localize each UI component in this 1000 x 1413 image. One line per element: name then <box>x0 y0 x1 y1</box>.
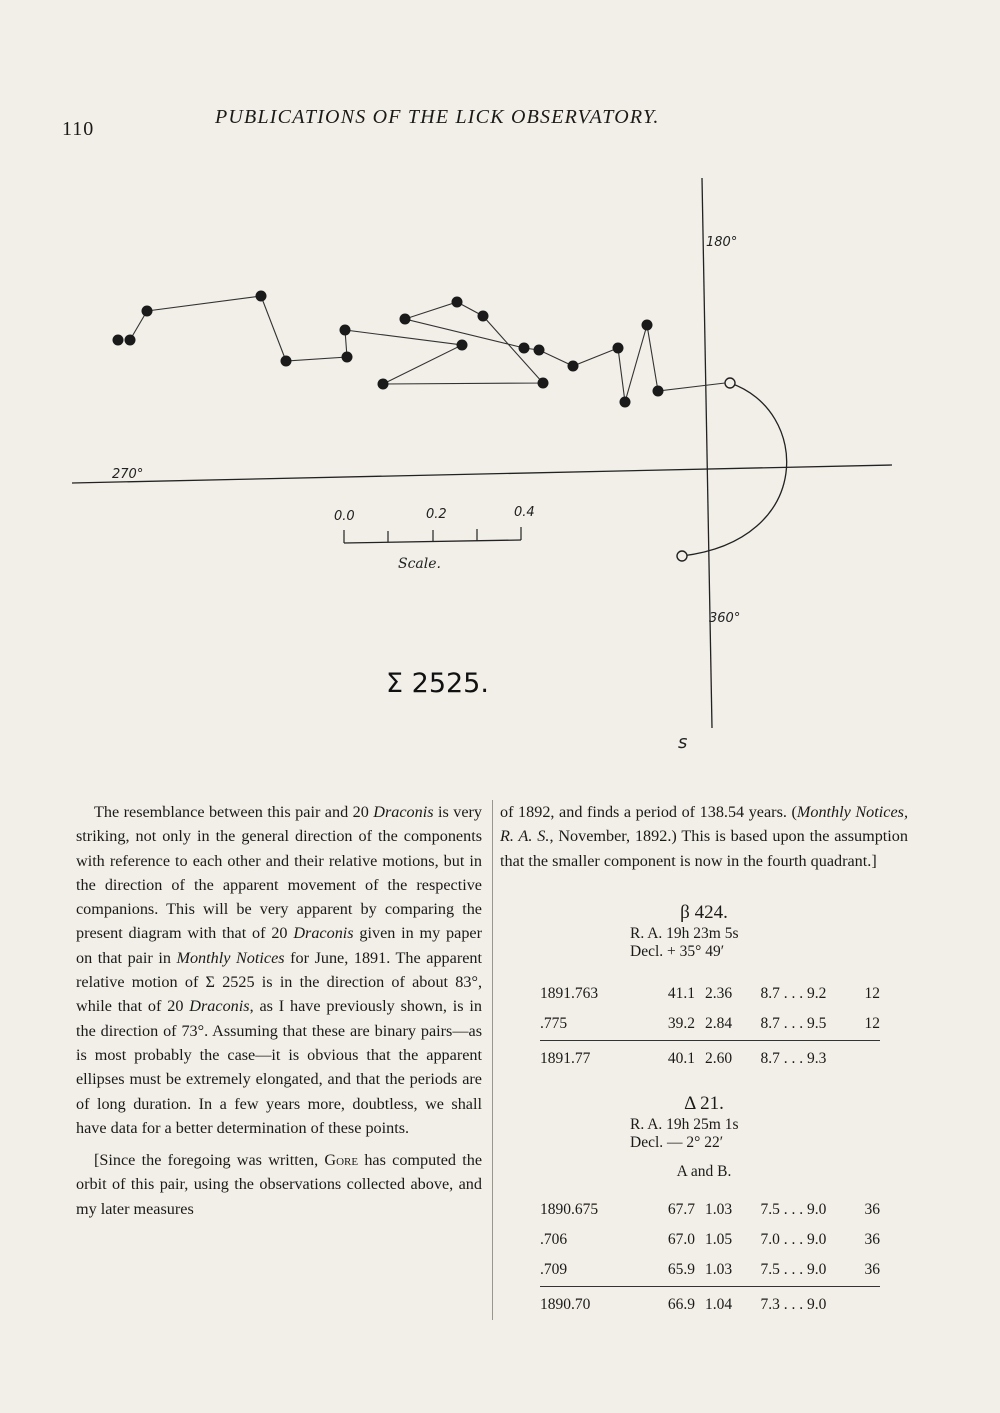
cell-mag: 7.5 . . . 9.0 <box>760 1200 827 1218</box>
observation-point <box>142 306 153 317</box>
cell-dist: 1.03 <box>704 1200 733 1218</box>
observation-point <box>653 386 664 397</box>
column-divider <box>492 800 493 1320</box>
observation-points <box>113 291 664 408</box>
cell-date: .775 <box>540 1015 568 1033</box>
table-row <box>540 979 880 1009</box>
cell-dist: 2.84 <box>704 1015 733 1033</box>
scale-label: Scale. <box>398 556 441 572</box>
right-column <box>500 800 908 1320</box>
observation-point <box>642 320 653 331</box>
cell-date: .706 <box>540 1230 568 1248</box>
observation-point <box>113 335 124 346</box>
star-heading-d21: Δ 21. <box>684 1093 724 1115</box>
observation-point <box>613 343 624 354</box>
observation-point <box>281 356 292 367</box>
paragraph-comparison: The resemblance between this pair and 20 Draconis is very striking, not only in the general direction of the components with reference to each other and their relative motions, but in the direction of the apparent movement of the respective companions. This will be very apparent by comparing the present diagram with that of 20 Draconis given in my paper on that pair in Monthly Notices for June, 1891. The apparent relative motion of Σ 2525 is in the direction of about 83°, while that of 20 Draconis, as I have previously shown, is in the direction of 73°. Assuming that these are binary pairs—as is most probably the case—it is obvious that the apparent ellipses must be extremely elongated, and that the periods are of long duration. In a few years more, doubtless, we shall have data for a better determination of these points. <box>76 803 483 1137</box>
observation-point <box>340 325 351 336</box>
cell-n <box>856 1040 880 1074</box>
observation-point <box>478 311 489 322</box>
paragraph-continued: of 1892, and finds a period of 138.54 years. (Monthly Notices, R. A. S., November, 1892.) This is based upon the assumption that the smaller component is now in the fourth quadrant.] <box>500 803 908 870</box>
cell-dist: 2.60 <box>705 1040 761 1074</box>
cell-pa: 40.1 <box>635 1040 705 1074</box>
decl-b424: Decl. + 35° 49′ <box>630 943 725 961</box>
cell-dist: 1.03 <box>704 1261 733 1279</box>
orbit-end-marker <box>677 551 687 561</box>
scale-tick-1: 0.2 <box>426 507 447 522</box>
cell-mag: 7.3 . . . 9.0 <box>761 1286 857 1320</box>
orbit-start-marker <box>725 378 735 388</box>
observation-point <box>452 297 463 308</box>
cell-mag: 7.0 . . . 9.0 <box>760 1230 827 1248</box>
paragraph-gore-note: [Since the foregoing was written, Gore has computed the orbit of this pair, using the observations collected above, and my later measures <box>76 1151 483 1218</box>
table-row <box>540 1009 880 1040</box>
scale-tick-0: 0.0 <box>334 509 355 524</box>
cell-date: 1890.70 <box>540 1286 635 1320</box>
angle-360-label: 360° <box>709 611 741 626</box>
component-note: A and B. <box>676 1163 732 1181</box>
cell-mag: 8.7 . . . 9.5 <box>760 1015 827 1033</box>
vertical-axis <box>702 178 712 728</box>
observation-point <box>620 397 631 408</box>
observation-point <box>125 335 136 346</box>
cell-date: 1891.763 <box>540 985 599 1003</box>
horizontal-axis <box>72 465 892 483</box>
coordinates-b424 <box>630 925 908 961</box>
cell-n: 36 <box>864 1230 880 1248</box>
measures-table-b424 <box>540 979 880 1074</box>
cell-mag: 8.7 . . . 9.2 <box>760 985 827 1003</box>
cell-pa: 67.7 <box>667 1200 695 1218</box>
cell-date: .709 <box>540 1261 568 1279</box>
cell-date: 1890.675 <box>540 1200 599 1218</box>
figure-title: Σ 2525. <box>386 668 489 699</box>
observation-path <box>130 296 725 402</box>
measures-table-d21 <box>540 1195 880 1320</box>
cell-n: 12 <box>864 1015 880 1033</box>
table-row <box>540 1195 880 1225</box>
scale-tick-2: 0.4 <box>514 505 535 520</box>
observation-point <box>378 379 389 390</box>
cell-dist: 2.36 <box>704 985 733 1003</box>
cell-mag: 8.7 . . . 9.3 <box>761 1040 857 1074</box>
observation-point <box>538 378 549 389</box>
observation-point <box>342 352 353 363</box>
cell-dist: 1.05 <box>704 1230 733 1248</box>
observation-point <box>256 291 267 302</box>
table-row <box>540 1255 880 1286</box>
observation-point <box>400 314 411 325</box>
cell-pa: 66.9 <box>635 1286 705 1320</box>
cell-n: 36 <box>864 1261 880 1279</box>
direction-mark: s <box>678 732 688 753</box>
cell-pa: 41.1 <box>667 985 695 1003</box>
decl-d21: Decl. — 2° 22′ <box>630 1134 724 1152</box>
running-title: PUBLICATIONS OF THE LICK OBSERVATORY. <box>215 106 660 128</box>
angle-180-label: 180° <box>706 235 738 250</box>
observation-point <box>568 361 579 372</box>
observation-point <box>534 345 545 356</box>
cell-pa: 65.9 <box>667 1261 695 1279</box>
star-heading-b424: β 424. <box>680 901 728 923</box>
observation-point <box>519 343 530 354</box>
left-column <box>76 800 482 1221</box>
page-number: 110 <box>62 118 95 140</box>
cell-n <box>856 1286 880 1320</box>
angle-270-label: 270° <box>112 467 144 482</box>
mean-row <box>540 1040 880 1074</box>
coordinates-d21 <box>630 1116 908 1152</box>
cell-date: 1891.77 <box>540 1040 635 1074</box>
cell-n: 12 <box>864 985 880 1003</box>
mean-row <box>540 1286 880 1320</box>
cell-n: 36 <box>864 1200 880 1218</box>
cell-dist: 1.04 <box>705 1286 761 1320</box>
observation-point <box>457 340 468 351</box>
cell-pa: 39.2 <box>667 1015 695 1033</box>
ra-d21: R. A. 19h 25m 1s <box>630 1116 739 1134</box>
cell-pa: 67.0 <box>667 1230 695 1248</box>
ra-b424: R. A. 19h 23m 5s <box>630 925 739 943</box>
table-row <box>540 1225 880 1255</box>
cell-mag: 7.5 . . . 9.0 <box>760 1261 827 1279</box>
